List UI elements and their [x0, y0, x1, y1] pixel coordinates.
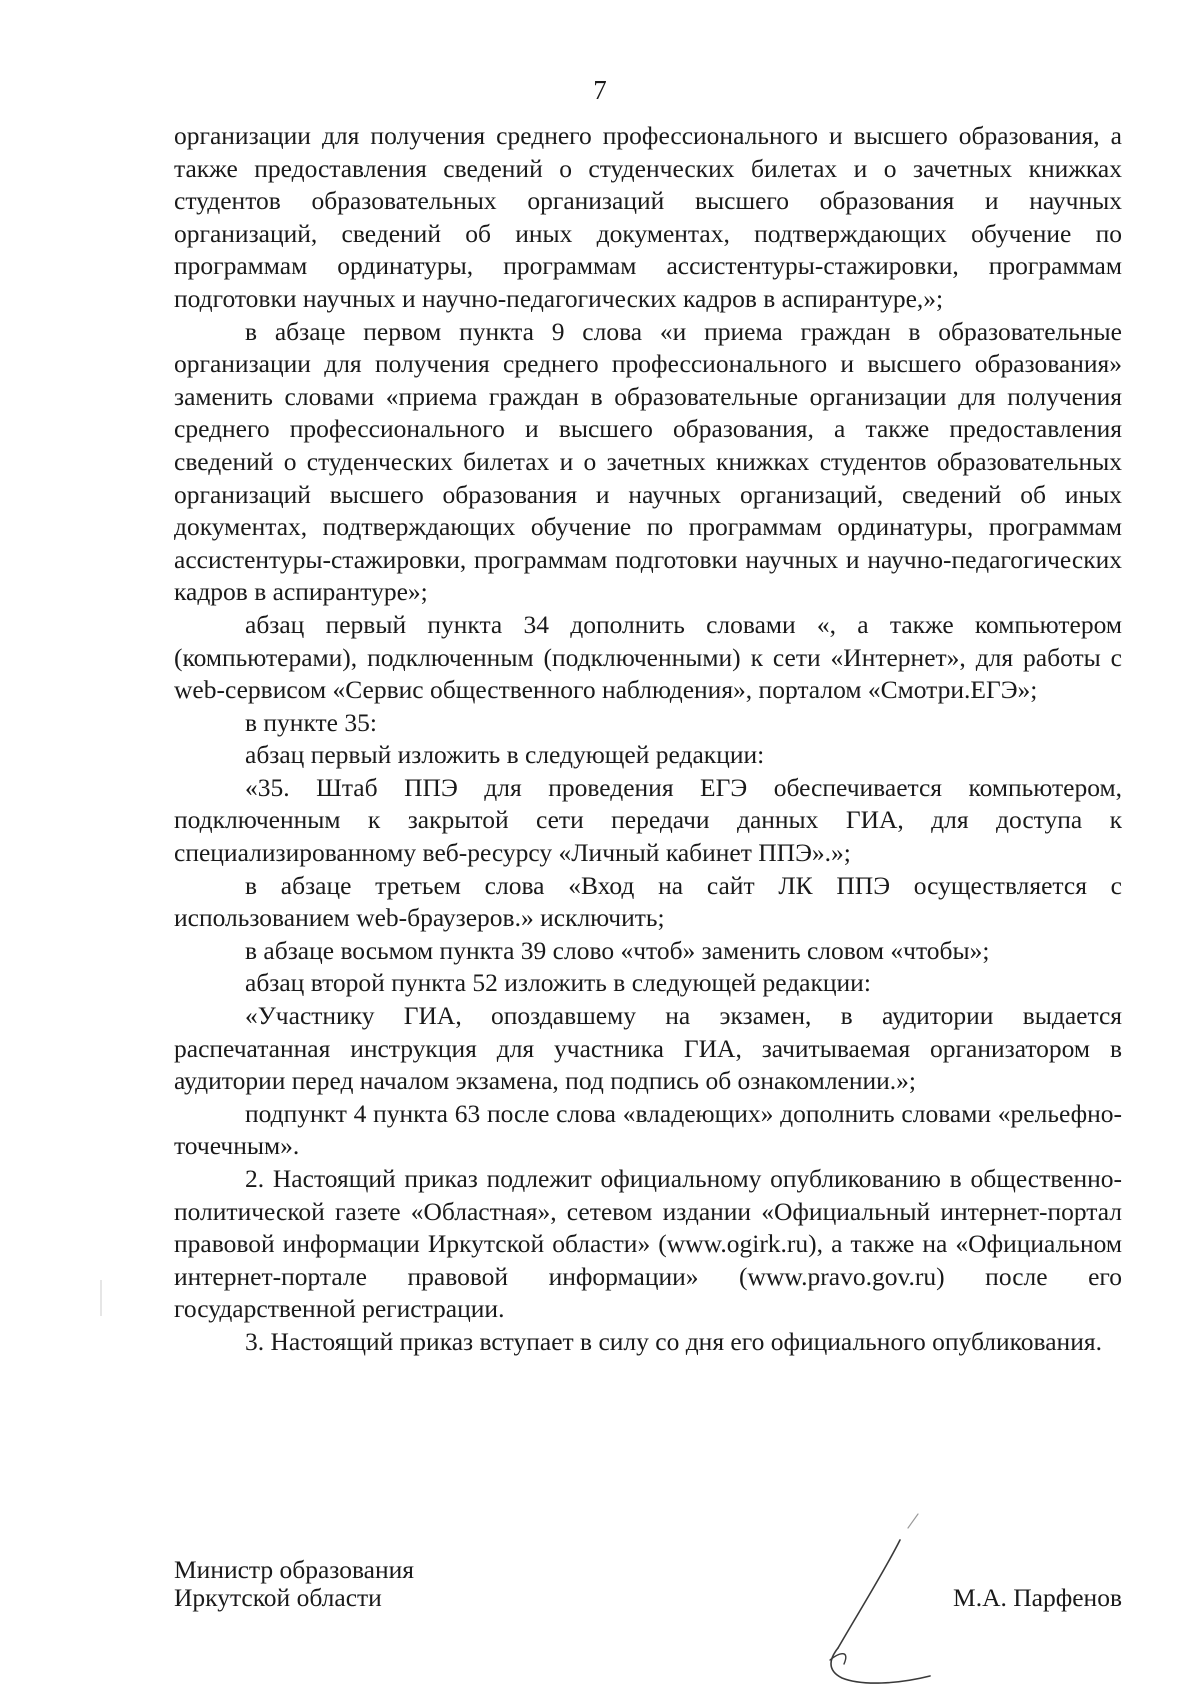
signer-title-line: Министр образования: [174, 1555, 415, 1584]
paragraph: в абзаце первом пункта 9 слова «и приема граждан в образовательные организации для получения среднего профессионального и высшего образования» заменить словами «приема граждан в образовательные организации для получения среднего профессионального и высшего образования, а также предоставления сведений о студенческих билетах и о зачетных книжках студентов образовательных организаций высшего образования и научных организаций, сведений об иных документах, подтверждающих обучение по программам ординатуры, программам ассистентуры-стажировки, программам подготовки научных и научно-педагогических кадров в аспирантуре»;: [174, 316, 1122, 607]
document-body: [174, 120, 1122, 1359]
paragraph: организации для получения среднего профессионального и высшего образования, а также предоставления сведений о студенческих билетах и о зачетных книжках студентов образовательных организаций высшего образования и научных организаций, сведений об иных документах, подтверждающих обучение по программам ординатуры, программам ассистентуры-стажировки, программам подготовки научных и научно-педагогических кадров в аспирантуре,»;: [174, 121, 1122, 313]
paragraph: 3. Настоящий приказ вступает в силу со дня его официального опубликования.: [245, 1326, 1102, 1356]
paragraph: в абзаце третьем слова «Вход на сайт ЛК ППЭ осуществляется с использованием web-браузеров.» исключить;: [174, 870, 1122, 933]
paragraph: «Участнику ГИА, опоздавшему на экзамен, в аудитории выдается распечатанная инструкция для участника ГИА, зачитываемая организатором в аудитории перед началом экзамена, под подпись об ознакомлении.»;: [174, 1001, 1122, 1096]
paragraph: абзац второй пункта 52 изложить в следующей редакции:: [245, 968, 871, 998]
scan-mark: [100, 1280, 102, 1316]
signer-title-line: Иркутской области: [174, 1583, 382, 1612]
page-number: 7: [593, 75, 607, 105]
paragraph: абзац первый изложить в следующей редакции:: [245, 740, 765, 770]
paragraph: подпункт 4 пункта 63 после слова «владеющих» дополнить словами «рельефно-точечным».: [174, 1098, 1122, 1161]
handwritten-signature: [800, 1510, 950, 1690]
paragraph: 2. Настоящий приказ подлежит официальному опубликованию в общественно-политической газете «Областная», сетевом издании «Официальный интернет-портал правовой информации Иркутской области» (www.ogirk.ru), а также на «Официальном интернет-портале правовой информации» (www.pravo.gov.ru) после его государственной регистрации.: [174, 1164, 1122, 1324]
paragraph: в пункте 35:: [245, 707, 377, 737]
paragraph: в абзаце восьмом пункта 39 слово «чтоб» заменить словом «чтобы»;: [245, 935, 990, 965]
signer-name: М.А. Парфенов: [953, 1583, 1122, 1612]
paragraph: абзац первый пункта 34 дополнить словами «, а также компьютером (компьютерами), подключенным (подключенными) к сети «Интернет», для работы с web-сервисом «Сервис общественного наблюдения», порталом «Смотри.ЕГЭ»;: [174, 609, 1122, 705]
signer-title: [174, 1556, 414, 1612]
paragraph: «35. Штаб ППЭ для проведения ЕГЭ обеспечивается компьютером, подключенным к закрытой сети передачи данных ГИА, для доступа к специализированному веб-ресурсу «Личный кабинет ППЭ».»;: [174, 772, 1122, 868]
